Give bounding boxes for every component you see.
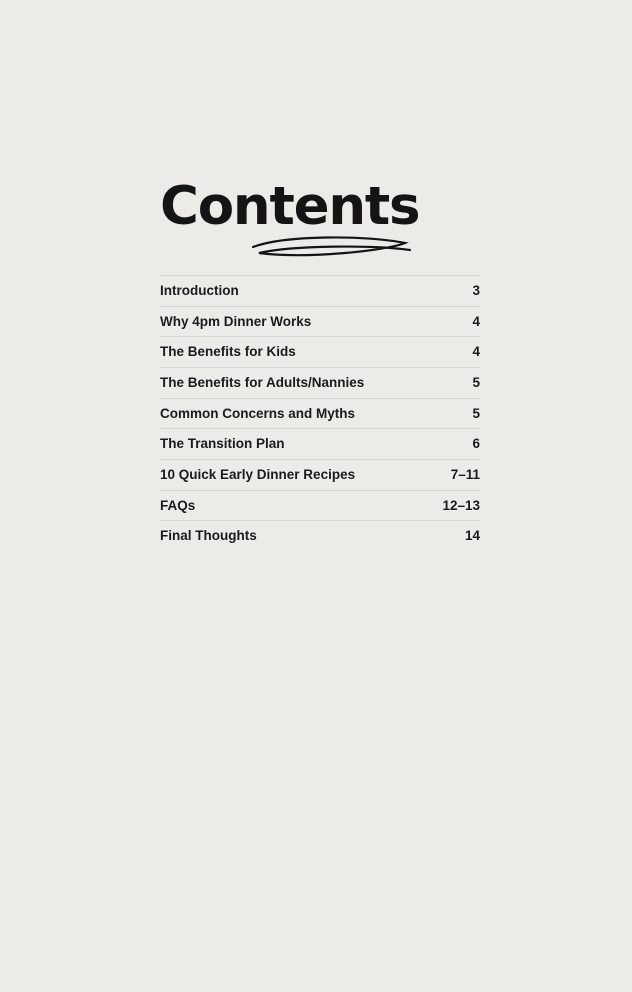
- table-of-contents: [160, 275, 480, 551]
- toc-entry[interactable]: [160, 520, 480, 551]
- toc-entry-label: Why 4pm Dinner Works: [160, 313, 312, 329]
- toc-entry-label: 10 Quick Early Dinner Recipes: [160, 466, 356, 482]
- toc-entry-label: Common Concerns and Myths: [160, 405, 356, 421]
- flourish-icon: [245, 231, 415, 265]
- underline-flourish: [245, 231, 480, 267]
- toc-entry[interactable]: [160, 428, 480, 459]
- toc-entry-page: 5: [472, 375, 480, 391]
- toc-entry[interactable]: [160, 275, 480, 306]
- toc-entry-page: 14: [464, 528, 480, 544]
- toc-entry-label: The Benefits for Kids: [160, 344, 296, 360]
- toc-entry[interactable]: [160, 490, 480, 521]
- toc-entry-page: 12–13: [442, 497, 480, 513]
- toc-entry-page: 5: [472, 405, 480, 421]
- toc-entry-page: 4: [472, 344, 480, 360]
- toc-entry[interactable]: [160, 367, 480, 398]
- toc-entry-page: 3: [472, 283, 480, 298]
- toc-entry[interactable]: [160, 306, 480, 337]
- toc-entry-label: Introduction: [160, 283, 239, 298]
- toc-entry[interactable]: [160, 336, 480, 367]
- toc-entry-label: The Benefits for Adults/Nannies: [160, 374, 365, 390]
- contents-block: [160, 176, 480, 551]
- toc-entry-page: 6: [472, 436, 480, 452]
- page-title: Contents: [160, 176, 420, 237]
- toc-entry-label: FAQs: [160, 497, 196, 513]
- toc-entry-label: The Transition Plan: [160, 436, 285, 452]
- toc-entry-page: 7–11: [450, 466, 480, 482]
- toc-entry-page: 4: [472, 313, 480, 329]
- toc-entry-label: Final Thoughts: [160, 528, 257, 544]
- toc-entry[interactable]: [160, 398, 480, 429]
- toc-entry[interactable]: [160, 459, 480, 490]
